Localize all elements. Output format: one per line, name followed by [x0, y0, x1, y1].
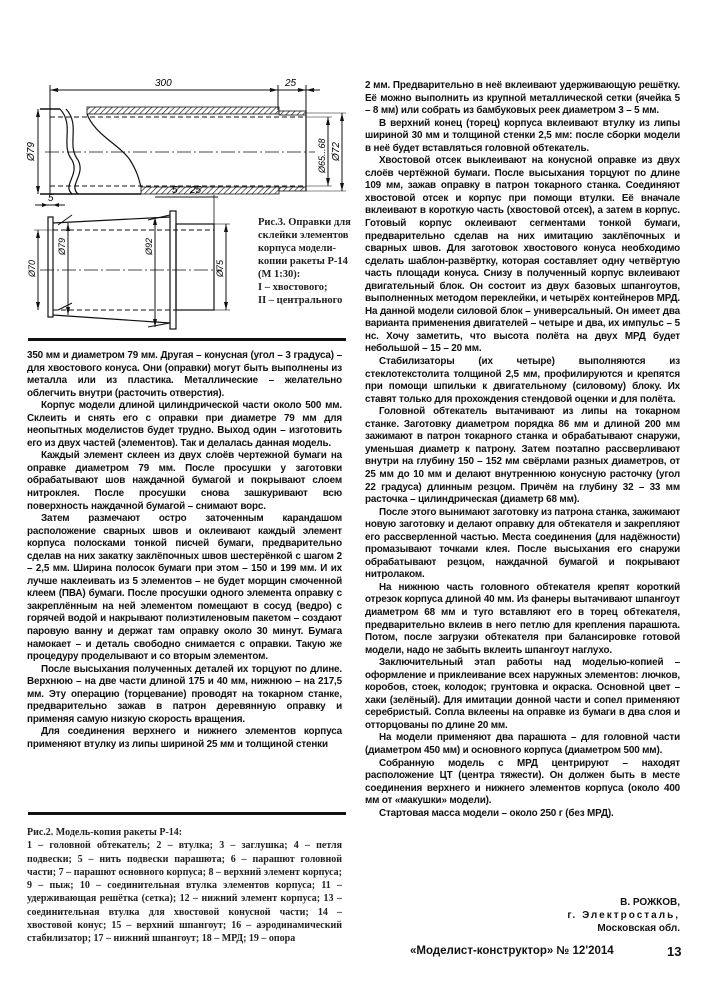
dim-5-right: 5 [172, 185, 178, 196]
right-column [365, 80, 680, 820]
figure3-caption-item1: I – хвостового; [258, 282, 328, 293]
author-name: В. РОЖКОВ, [620, 897, 680, 908]
page-number: 13 [667, 944, 682, 959]
left-column [27, 350, 342, 752]
mandrel-top [26, 78, 346, 195]
paragraph: Стартовая масса модели – около 250 г (без МРД). [379, 807, 614, 819]
author-city: г. Электросталь, [567, 910, 680, 921]
dia-72: Ø72 [331, 142, 342, 161]
dia-65-68: Ø65...68 [317, 138, 327, 173]
paragraph: Каждый элемент склеен из двух слоёв чертежной бумаги на оправке диаметром 79 мм. После просушки у заготовки обрабатывают шов наждачной бумагой и покрывают слоем нитроклея. После просушки снова зашкуривают всю поверхность наждачной бумагой – снимают ворс. [27, 450, 342, 512]
paragraph: 350 мм и диаметром 79 мм. Другая – конусная (угол – 3 градуса) – для хвостового конуса. Они (оправки) могут быть выполнены из металла или из пластика. Металлические – желательно облегчить внутри (расточить отверстия). [27, 350, 342, 399]
paragraph: На модели применяют два парашюта – для головной части (диаметром 450 мм) и основного корпуса (диаметром 500 мм). [365, 732, 680, 756]
figure3-divider [28, 338, 346, 341]
paragraph: Стабилизаторы (их четыре) выполняются из стеклотекстолита толщиной 2,5 мм, профилируются и крепятся при помощи шпильки к двигательному (силовому) блоку. Их ставят только для прохождения стендовой оценки и для полёта. [365, 356, 680, 405]
paragraph: В верхний конец (торец) корпуса вклеивают втулку из липы шириной 30 мм и толщиной стенки 2,5 мм: после сборки модели в неё будет вставляться головной обтекатель. [365, 117, 680, 154]
dim-25-right: 25 [190, 185, 202, 196]
mandrel-bottom [27, 185, 230, 329]
journal-footer: «Моделист-конструктор» № 12'2014 [410, 945, 614, 957]
figure2-title: Рис.2. Модель-копия ракеты Р-14: [27, 827, 183, 838]
figure3-caption-item2: II – центрального [258, 295, 343, 306]
paragraph: 2 мм. Предварительно в неё вклеивают удерживающую решётку. Её можно выполнить из крупной металлической сетки (ячейка 5 – 8 мм) или собрать из бамбуковых реек диаметром 3 – 5 мм. [365, 80, 680, 117]
paragraph: Корпус модели длиной цилиндрической части около 500 мм. Склеить и снять его с оправки при диаметре 79 мм для неопытных моделистов будет трудно. Выход один – изготовить его из двух частей (элементов). Так и делалась данная модель. [27, 400, 342, 449]
figure2-legend: 1 – головной обтекатель; 2 – втулка; 3 – заглушка; 4 – петля подвески; 5 – нить подвески парашюта; 6 – парашют головной части; 7 – парашют основного корпуса; 8 – верхний элемент корпуса; 9 – пыж; 10 – соединительная втулка элементов корпуса; 11 – удерживающая решётка (сетка); 12 – нижний элемент корпуса; 13 – соединительная втулка для хвостовой конусной части; 14 – хвостовой конус; 15 – верхний шпангоут; 16 – аэродинамический стабилизатор; 17 – нижний шпангоут; 18 – МРД; 19 – опора [27, 840, 342, 945]
dia-92: Ø92 [144, 237, 154, 255]
author-region: Московская обл. [597, 923, 680, 934]
paragraph: После высыхания полученных деталей их торцуют по длине. Верхнюю – на две части длиной 175 и 40 мм, нижнюю – на 217,5 мм. Эту операцию (торцевание) проводят на токарном станке, предварительно зажав в патрон деревянную оправку и применяя самую низкую скорость вращения. [27, 663, 342, 725]
figure3-caption-title: Рис.3. Оправки для склейки элементов корпуса модели-копии ракеты Р-14 (М 1:30): [258, 217, 351, 280]
paragraph: На нижнюю часть головного обтекателя крепят короткий отрезок корпуса длиной 40 мм. Из фанеры вытачивают шпангоут диаметром 68 мм и туго вставляют его в торец обтекателя, предварительно вклеив в него петлю для крепления парашюта. Потом, после загрузки обтекателя при балансировке готовой модели, надо не забыть вклеить шпангоут наглухо. [365, 581, 680, 656]
paragraph: После этого вынимают заготовку из патрона станка, зажимают новую заготовку и делают оправку для обтекателя и закрепляют его рассверленной частью. Места соединения (для надёжности) промазывают точками клея. После высыхания его снаружи обрабатывают резцом, наждачной бумагой и покрывают нитролаком. [365, 506, 681, 581]
paragraph: Заключительный этап работы над моделью-копией – оформление и приклеивание всех наружных элементов: лючков, коробов, стоек, колодок; грунтовка и окраска. Основной цвет – хаки (зелёный). Для имитации донной части и сопел применяют серебристый. Сопла вклеены на оправке из бумаги в два слоя и отторцованы по длине 20 мм. [365, 657, 680, 731]
paragraph: Головной обтекатель вытачивают из липы на токарном станке. Заготовку диаметром порядка 86 мм и длиной 200 мм зажимают в патрон токарного станка и обрабатывают снаружи, уменьшая диаметр к патрону. Затем поэтапно рассверливают внутри на глубину 150 – 152 мм свёрлами разных диаметров, от 25 мм до 10 мм и делают внутреннюю конусную расточку (угол 22 градуса) длинным резцом. Причём на глубину 32 – 33 мм расточка – цилиндрическая (диаметр 68 мм). [365, 406, 680, 506]
paragraph: Хвостовой отсек выклеивают на конусной оправке из двух слоёв чертёжной бумаги. После высыхания торцуют по длине 109 мм, зажав оправку в патрон токарного станка. Соединяют хвостовой отсек и корпус при помощи втулки. Её вначале вклеивают в короткую часть (хвостовой отсек), а затем в корпус. Готовый корпус оклеивают сегментами тонкой бумаги, предварительно сделав на них имитацию заклёпочных и сварных швов. Для заготовок хвостового конуса необходимо сделать шаблон-развёртку, которая составляет одну четвёртую часть площади конуса. Снизу в полученный корпус вклеивают двигательный блок. Он состоит из двух базовых шпангоутов, выполненных методом переклейки, и четырёх контейнеров МРД. На данной модели силовой блок – универсальный. Он имеет два варианта применения двигателей – четыре и два, их импульс – 5 нс. Хочу заметить, что высота полёта на двух МРД будет небольшой – 15 – 20 мм. [365, 155, 680, 355]
dia-75: Ø75 [215, 259, 225, 277]
paragraph: Собранную модель с МРД центрируют – находят расположение ЦТ (центра тяжести). Он должен быть в месте соединения верхнего и нижнего элементов корпуса (около 400 мм от «макушки» модели). [365, 757, 680, 807]
dia-79: Ø79 [26, 142, 37, 161]
author-signature [567, 896, 680, 935]
paragraph: Затем размечают остро заточенным карандашом расположение сварных швов и оклеивают каждый элемент корпуса полосками тонкой писчей бумаги, предварительно сделав на них закатку заклёпочных швов шестерёнкой с шагом 2 – 2,5 мм. Ширина полосок бумаги при этом – 150 и 199 мм. И их лучше наклеивать из 5 элементов – не будет морщин смоченной клеем (ПВА) бумаги. После просушки одного элемента оправку с закреплённым на ней элементом помещают в сосуд (ведро) с горячей водой и накрывают полиэтиленовым пакетом – создают паровую ванну и держат там оправку около 30 минут. Бумага намокает – и деталь свободно снимается с оправки. Такую же процедуру проделывают и со вторым элементом. [27, 513, 342, 663]
figure2-divider [28, 812, 346, 815]
dim-25: 25 [285, 78, 297, 89]
dia-70: Ø70 [27, 259, 37, 277]
dim-300: 300 [155, 78, 172, 89]
paragraph: Для соединения верхнего и нижнего элементов корпуса применяют втулку из липы шириной 25 мм и толщиной стенки [27, 726, 342, 750]
dia-79-bottom: Ø79 [57, 237, 67, 255]
figure3-caption [258, 216, 358, 307]
dim-5-left: 5 [48, 193, 54, 204]
figure2-caption [27, 826, 342, 946]
